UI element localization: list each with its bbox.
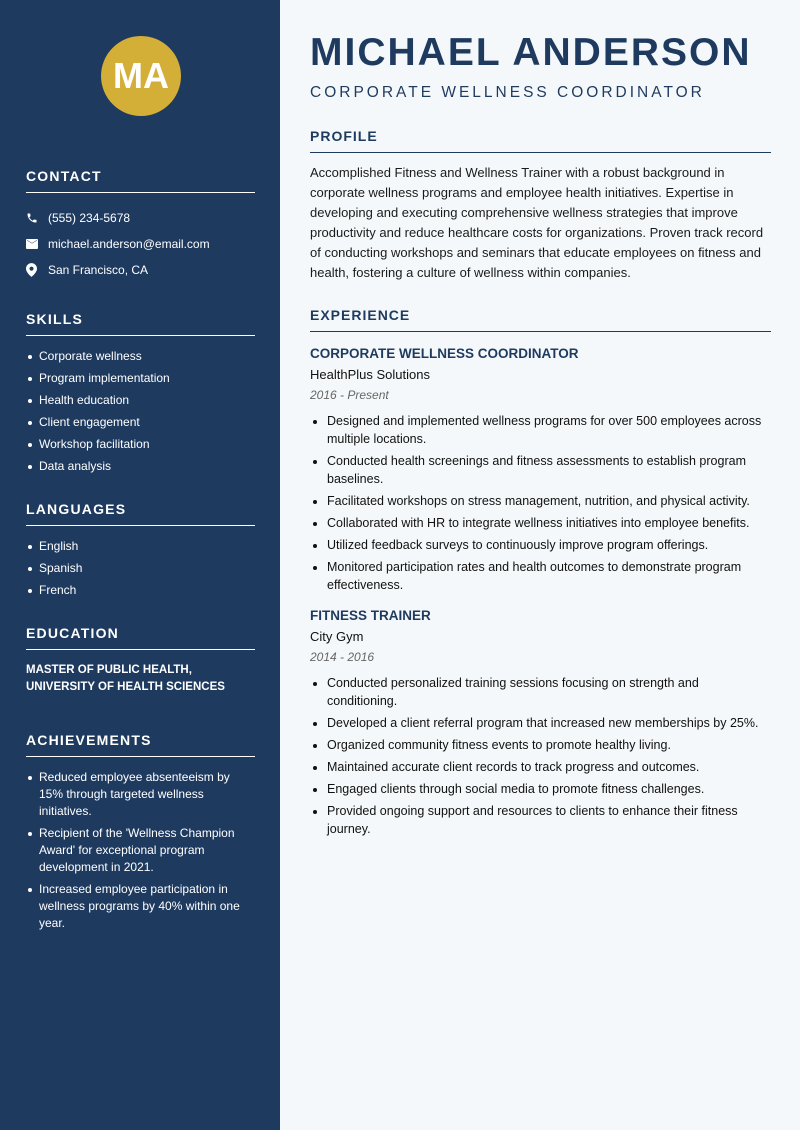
education-heading: EDUCATION [26,625,255,650]
profile-section [310,128,771,283]
list-item: • Developed a client referral program that increased new memberships by 25%. [327,714,771,732]
avatar-initials: MA [113,55,169,96]
skills-heading: SKILLS [26,311,255,336]
education-section [26,625,255,696]
list-item: Client engagement [26,414,255,431]
list-item: • Engaged clients through social media to promote fitness challenges. [327,780,771,798]
job-company: City Gym [310,629,364,644]
list-item: • Monitored participation rates and health outcomes to demonstrate program effectiveness. [327,558,771,594]
contact-location [26,257,255,283]
job-bullets [310,674,771,838]
list-item: • Provided ongoing support and resources to clients to enhance their fitness journey. [327,802,771,838]
experience-section [310,307,771,838]
job-title: FITNESS TRAINER [310,608,431,623]
sidebar [0,0,280,1130]
list-item: Workshop facilitation [26,436,255,453]
job-entry [310,346,771,594]
list-item: Program implementation [26,370,255,387]
list-item: • Collaborated with HR to integrate wellness initiatives into employee benefits. [327,514,771,532]
candidate-name: MICHAEL ANDERSON [310,31,752,74]
job-title: CORPORATE WELLNESS COORDINATOR [310,346,579,361]
list-item: • Utilized feedback surveys to continuously improve program offerings. [327,536,771,554]
list-item: Health education [26,392,255,409]
job-dates: 2014 - 2016 [310,650,375,664]
contact-section [26,168,255,283]
phone-icon [26,212,48,224]
contact-phone [26,205,255,231]
list-item: • Conducted health screenings and fitness assessments to establish program baselines. [327,452,771,488]
job-bullets [310,412,771,594]
profile-heading: PROFILE [310,128,771,153]
phone-text: (555) 234-5678 [48,211,131,225]
location-text: San Francisco, CA [48,263,149,277]
list-item: • Designed and implemented wellness programs for over 500 employees across multiple locations. [327,412,771,448]
achievements-heading: ACHIEVEMENTS [26,732,255,757]
list-item: Recipient of the 'Wellness Champion Award' for exceptional program development in 2021. [26,825,255,876]
avatar [101,36,181,116]
languages-list [26,538,255,599]
email-text: michael.anderson@email.com [48,237,210,251]
contact-email [26,231,255,257]
achievements-list [26,769,255,932]
skills-section [26,311,255,475]
contact-heading: CONTACT [26,168,255,193]
list-item: • Conducted personalized training sessions focusing on strength and conditioning. [327,674,771,710]
skills-list [26,348,255,475]
list-item: Reduced employee absenteeism by 15% through targeted wellness initiatives. [26,769,255,820]
job-dates: 2016 - Present [310,388,389,402]
list-item: English [26,538,255,555]
profile-text: Accomplished Fitness and Wellness Trainer with a robust background in corporate wellness programs and employee health initiatives. Expertise in developing and executing comprehensive wellness strategies that improve productivity and reduce healthcare costs for organizations. Proven track record of conducting workshops and seminars that educate employees on fitness and health, fostering a culture of wellness within companies. [310,165,764,280]
candidate-role: CORPORATE WELLNESS COORDINATOR [310,84,705,101]
achievements-section [26,732,255,932]
education-school: UNIVERSITY OF HEALTH SCIENCES [26,681,225,693]
main-content [280,0,800,1130]
list-item: • Maintained accurate client records to track progress and outcomes. [327,758,771,776]
list-item: French [26,582,255,599]
email-icon [26,239,48,249]
languages-section [26,501,255,599]
languages-heading: LANGUAGES [26,501,255,526]
list-item: Corporate wellness [26,348,255,365]
job-company: HealthPlus Solutions [310,367,430,382]
list-item: Spanish [26,560,255,577]
list-item: Increased employee participation in wellness programs by 40% within one year. [26,881,255,932]
list-item: Data analysis [26,458,255,475]
location-pin-icon [26,263,48,277]
job-entry [310,608,771,838]
education-degree: MASTER OF PUBLIC HEALTH, [26,664,192,676]
list-item: • Facilitated workshops on stress management, nutrition, and physical activity. [327,492,771,510]
experience-heading: EXPERIENCE [310,307,771,332]
list-item: • Organized community fitness events to promote healthy living. [327,736,771,754]
